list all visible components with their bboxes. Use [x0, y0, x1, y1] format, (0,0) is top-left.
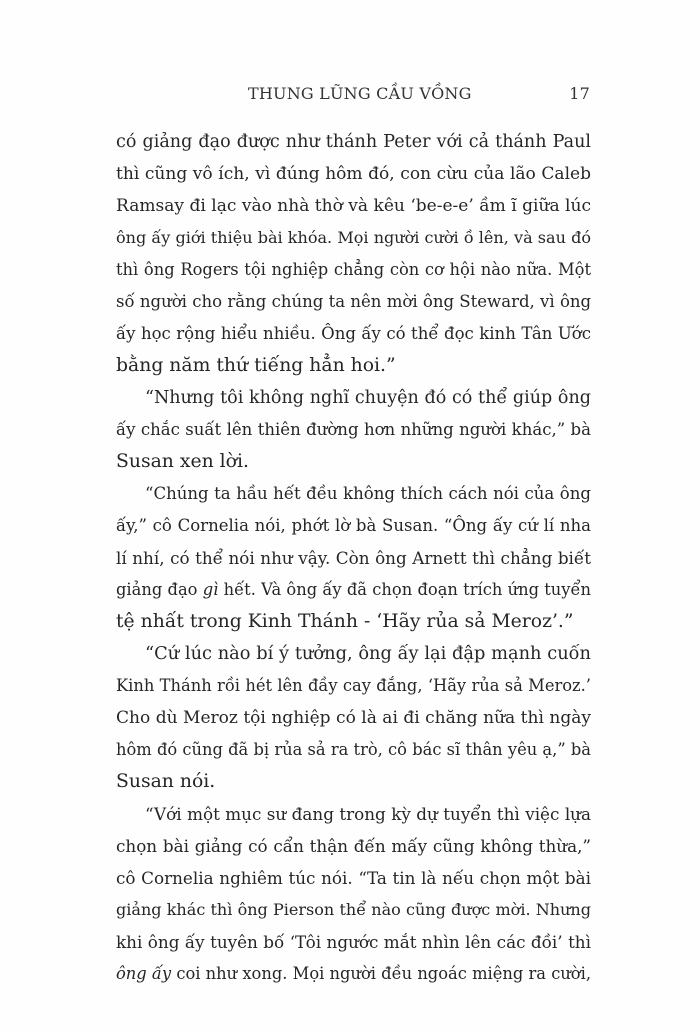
text-line: giảng khác thì ông Pierson thể nào cũng được mời. Nhưng [116, 900, 591, 919]
text-line-with-emphasis [116, 574, 591, 606]
paragraph-1 [116, 126, 591, 382]
text-line-with-emphasis [116, 958, 591, 990]
text-line: ấy chắc suất lên thiên đường hơn những người khác,” bà [116, 420, 591, 439]
paragraph-4 [116, 638, 591, 798]
paragraph-3 [116, 478, 591, 638]
text-line: ấy học rộng hiểu nhiều. Ông ấy có thể đọc kinh Tân Ước [116, 324, 591, 343]
paragraph-5 [116, 798, 591, 990]
page-number: 17 [569, 84, 590, 103]
text-line: ấy,” cô Cornelia nói, phớt lờ bà Susan. “Ông ấy cứ lí nha [116, 516, 591, 535]
text-line: Susan nói. [116, 771, 216, 792]
text-line: ông ấy giới thiệu bài khóa. Mọi người cười ồ lên, và sau đó [116, 228, 591, 247]
text-line: Kinh Thánh rồi hét lên đầy cay đắng, ‘Hãy rủa sả Meroz.’ [116, 676, 591, 695]
text-line: có giảng đạo được như thánh Peter với cả thánh Paul [116, 132, 591, 152]
running-title: THUNG LŨNG CẦU VỒNG [248, 84, 472, 103]
text-line: thì cũng vô ích, vì đúng hôm đó, con cừu của lão Caleb [116, 164, 591, 184]
text-line: Ramsay đi lạc vào nhà thờ và kêu ‘be-e-e’ ầm ĩ giữa lúc [116, 196, 591, 216]
text-line: khi ông ấy tuyên bố ‘Tôi ngước mắt nhìn lên các đồi’ thì [116, 932, 591, 952]
text-line: “Cứ lúc nào bí ý tưởng, ông ấy lại đập mạnh cuốn [145, 643, 591, 664]
text-run: giảng đạo [116, 580, 203, 599]
body-text [116, 126, 591, 990]
emphasis-text: gì [202, 580, 219, 599]
text-run: coi như xong. Mọi người đều ngoác miệng ra cười, [171, 964, 591, 983]
text-line: “Với một mục sư đang trong kỳ dự tuyển thì việc lựa [145, 804, 591, 824]
paragraph-2 [116, 382, 591, 478]
text-line: lí nhí, có thể nói như vậy. Còn ông Arnett thì chẳng biết [116, 548, 591, 568]
text-line: “Nhưng tôi không nghĩ chuyện đó có thể giúp ông [145, 388, 591, 408]
text-line: cô Cornelia nghiêm túc nói. “Ta tin là nếu chọn một bài [116, 868, 591, 888]
text-line: Cho dù Meroz tội nghiệp có là ai đi chăng nữa thì ngày [116, 708, 591, 728]
text-line: số người cho rằng chúng ta nên mời ông Steward, vì ông [116, 292, 592, 311]
text-run: hết. Và ông ấy đã chọn đoạn trích ứng tuyển [218, 580, 591, 599]
text-line: tệ nhất trong Kinh Thánh - ‘Hãy rủa sả Meroz’.” [116, 611, 574, 632]
text-line: “Chúng ta hầu hết đều không thích cách nói của ông [145, 484, 591, 503]
text-line: hôm đó cũng đã bị rủa sả ra trò, cô bác sĩ thân yêu ạ,” bà [116, 740, 591, 759]
text-line: chọn bài giảng có cẩn thận đến mấy cũng không thừa,” [116, 836, 591, 856]
emphasis-text: ông ấy [116, 964, 172, 983]
text-line: bằng năm thứ tiếng hẳn hoi.” [116, 355, 396, 376]
running-header [130, 84, 590, 108]
text-line: thì ông Rogers tội nghiệp chẳng còn cơ hội nào nữa. Một [116, 260, 591, 279]
text-line: Susan xen lời. [116, 451, 249, 472]
